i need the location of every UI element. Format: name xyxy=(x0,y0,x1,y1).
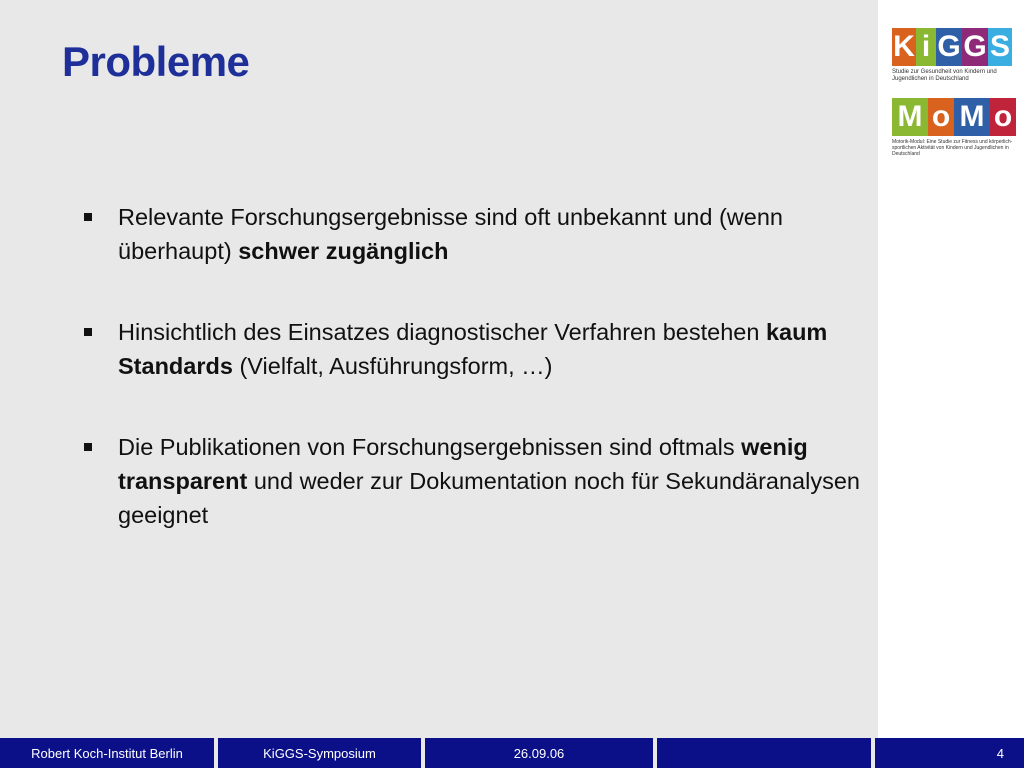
logo-letter: i xyxy=(916,28,936,66)
slide-title: Probleme xyxy=(62,38,250,85)
bullet-emphasis: wenig transparent xyxy=(118,434,808,494)
momo-logo xyxy=(892,98,1016,157)
logo-letter: o xyxy=(990,98,1016,136)
bullet-emphasis: schwer zugänglich xyxy=(238,238,449,264)
logo-letter: S xyxy=(988,28,1012,66)
bullet-list xyxy=(82,200,872,579)
bullet-text: Hinsichtlich des Einsatzes diagnostischer Verfahren bestehen xyxy=(118,319,766,345)
page-number: 4 xyxy=(996,745,1004,761)
logo-letter: K xyxy=(892,28,916,66)
bullet-text: Die Publikationen von Forschungsergebnissen sind oftmals xyxy=(118,434,742,460)
logo-letter: M xyxy=(892,98,928,136)
kiggs-logo-letters xyxy=(892,28,1016,66)
footer-blank xyxy=(657,738,871,768)
logo-letter: G xyxy=(962,28,988,66)
logo-letter: M xyxy=(954,98,990,136)
bullet-text: (Vielfalt, Ausführungsform, …) xyxy=(232,353,553,379)
kiggs-logo xyxy=(892,28,1016,84)
bullet-item xyxy=(82,200,872,268)
footer-page-number xyxy=(875,738,1024,768)
bullet-item xyxy=(82,315,872,383)
bullet-text: Relevante Forschungsergebnisse sind oft unbekannt und (wenn überhaupt) xyxy=(118,204,783,264)
momo-logo-letters xyxy=(892,98,1016,136)
bullet-emphasis: kaum Standards xyxy=(118,319,828,379)
footer-institute: Robert Koch-Institut Berlin xyxy=(0,738,214,768)
logo-letter: G xyxy=(936,28,962,66)
footer-event: KiGGS-Symposium xyxy=(218,738,421,768)
footer-date: 26.09.06 xyxy=(425,738,653,768)
footer-bar xyxy=(0,738,1024,768)
logo-letter: o xyxy=(928,98,954,136)
kiggs-logo-subtitle: Studie zur Gesundheit von Kindern und Jugendlichen in Deutschland xyxy=(892,69,997,82)
bullet-text: und weder zur Dokumentation noch für Sekundäranalysen geeignet xyxy=(118,468,860,528)
bullet-item xyxy=(82,430,872,532)
momo-logo-subtitle: Motorik-Modul: Eine Studie zur Fitness und körperlich-sportlichen Aktivität von Kindern und Jugendlichen in Deutschland xyxy=(892,139,1013,157)
